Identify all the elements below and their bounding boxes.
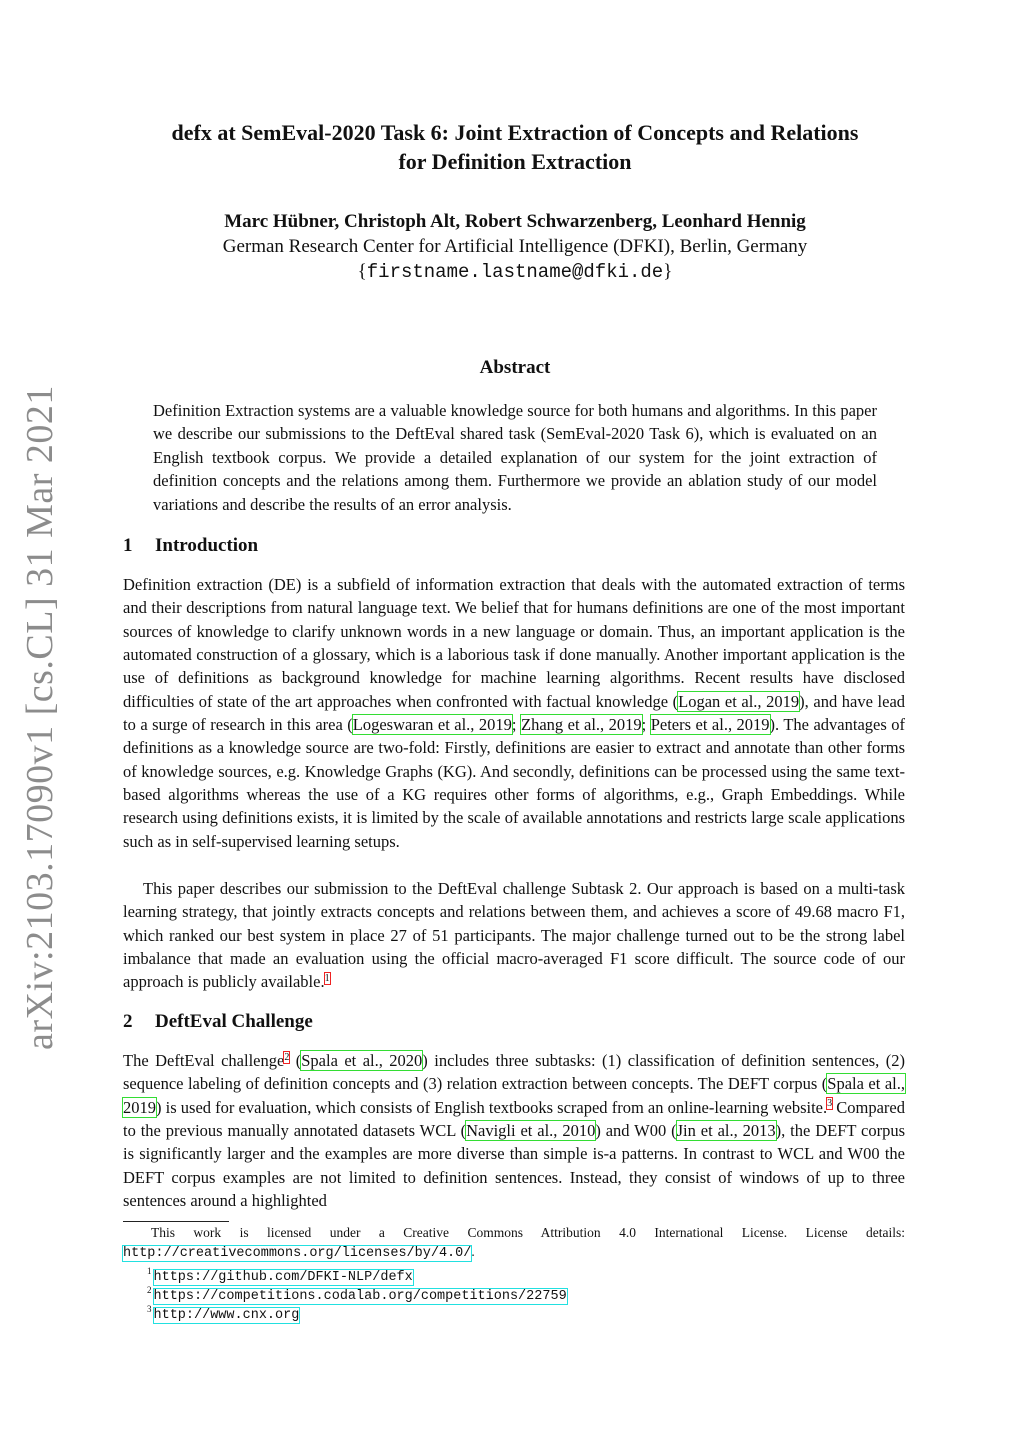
license-footnote [123,1224,905,1263]
text-run: Compared to the previous manually annotated datasets WCL ( [123,1097,905,1141]
license-text: This work is licensed under a Creative Commons Attribution 4.0 International License. License details: [151,1225,905,1240]
cnx-url-link[interactable]: http://www.cnx.org [153,1307,300,1323]
text-run: ( [289,1051,302,1070]
footnote-mark: 1 [147,1266,152,1276]
text-run: ) is used for evaluation, which consists of English textbooks scraped from an online-learning website. [156,1097,828,1117]
section-1-title: Introduction [155,535,259,556]
citation-peters-2019[interactable]: Peters et al., 2019 [650,715,770,735]
abstract-text: Definition Extraction systems are a valuable knowledge source for both humans and algorithms. In this paper we describe our submissions to the DeftEval shared task (SemEval-2020 Task 6), which is evaluated on an English textbook corpus. We provide a detailed explanation of our system for the joint extraction of definition concepts and the relations among them. Furthermore we provide an ablation study of our model variations and describe the results of an error analysis. [153,401,877,514]
text-run: The DeftEval challenge [123,1051,285,1070]
text-run: ; [641,715,651,735]
text-run: Definition extraction (DE) is a subfield of information extraction that deals with the automated extraction of terms and their descriptions from natural language text. We belief that for humans definitions are one of the most important sources of knowledge to clarify unknown words in a new language or domain. Thus, an important application is the automated construction of a glossary, which is a laborious task if done manually. Another important application is the use of definitions as background knowledge for machine learning algorithms. Recent results have disclosed difficulties of state of the art approaches when confronted with factual knowledge ( [123,575,905,711]
citation-spala-2019[interactable]: Spala et al., 2019 [123,1074,905,1117]
citation-zhang-2019[interactable]: Zhang et al., 2019 [520,715,642,735]
section-2-title: DeftEval Challenge [155,1011,313,1032]
license-url-link[interactable]: http://creativecommons.org/licenses/by/4.0/ [123,1245,472,1261]
text-run: ) and W00 ( [595,1121,677,1141]
email-address: firstname.lastname@dfki.de [366,261,664,283]
title-line-1: defx at SemEval-2020 Task 6: Joint Extraction of Concepts and Relations [171,120,859,145]
section-1-heading [123,535,258,557]
section-1-number: 1 [123,535,133,556]
text-run: ). The advantages of definitions as a knowledge source are two-fold: Firstly, definitions are easier to extract and annotate than other forms of knowledge sources, e.g. Knowledge Graphs (KG). And secondly, definitions can be processed using the same text-based algorithms whereas the use of a KG requires other forms of algorithms, e.g., Graph Embeddings. While research using definitions exists, it is limited by the scale of available annotations and restricts large scale applications such as in self-supervised learning setups. [123,715,906,851]
intro-paragraph-2 [123,877,905,994]
section-2-number: 2 [123,1011,133,1032]
footnote-3 [147,1300,299,1325]
footnote-mark: 2 [147,1285,152,1295]
author-list: Marc Hübner, Christoph Alt, Robert Schwarzenberg, Leonhard Hennig [224,211,806,232]
affiliation: German Research Center for Artificial Intelligence (DFKI), Berlin, Germany [222,236,808,257]
author-email: {firstname.lastname@dfki.de} [357,261,673,283]
citation-logeswaran-2019[interactable]: Logeswaran et al., 2019 [352,715,512,735]
footnote-ref-2[interactable]: 2 [284,1051,290,1063]
text-run: . [471,1243,475,1259]
text-run: ) includes three subtasks: (1) classification of definition sentences, (2) sequence labeling of definition concepts and (3) relation extraction between concepts. The DEFT corpus ( [123,1051,905,1094]
citation-logan-2019[interactable]: Logan et al., 2019 [678,691,800,711]
abstract-heading: Abstract [479,357,551,378]
defteval-paragraph [123,1049,905,1212]
paper-title [100,118,930,176]
text-run: ; [511,715,521,735]
codalab-url-link[interactable]: https://competitions.codalab.org/competitions/22759 [153,1288,567,1304]
footnote-mark: 3 [147,1304,152,1314]
footnote-ref-3[interactable]: 3 [827,1098,833,1110]
github-url-link[interactable]: https://github.com/DFKI-NLP/defx [153,1269,413,1285]
footnote-ref-1[interactable]: 1 [324,972,330,984]
title-line-2: for Definition Extraction [398,149,632,174]
section-2-heading [123,1011,313,1033]
text-run: ), the DEFT corpus is significantly larger and the examples are more diverse than simple is-a patterns. In contrast to WCL and W00 the DEFT corpus examples are not limited to definition sentences. Instead, they consist of windows of up to three sentences around a highlighted [123,1121,906,1211]
footnote-divider [123,1221,229,1222]
text-run: ), and have lead to a surge of research in this area ( [123,691,906,735]
intro-paragraph-1 [123,573,905,853]
citation-navigli-2010[interactable]: Navigli et al., 2010 [466,1121,596,1141]
text-run: This paper describes our submission to the DeftEval challenge Subtask 2. Our approach is based on a multi-task learning strategy, that jointly extracts concepts and relations between them, and achieves a score of 49.68 macro F1, which ranked our best system in place 27 of 51 participants. The major challenge turned out to be the strong label imbalance that made an evaluation using the official macro-averaged F1 score difficult. The source code of our approach is publicly available. [123,879,905,992]
citation-jin-2013[interactable]: Jin et al., 2013 [676,1121,776,1141]
citation-spala-2020[interactable]: Spala et al., 2020 [301,1051,423,1070]
arxiv-side-label: arXiv:2103.17090v1 [cs.CL] 31 Mar 2021 [19,385,61,1050]
